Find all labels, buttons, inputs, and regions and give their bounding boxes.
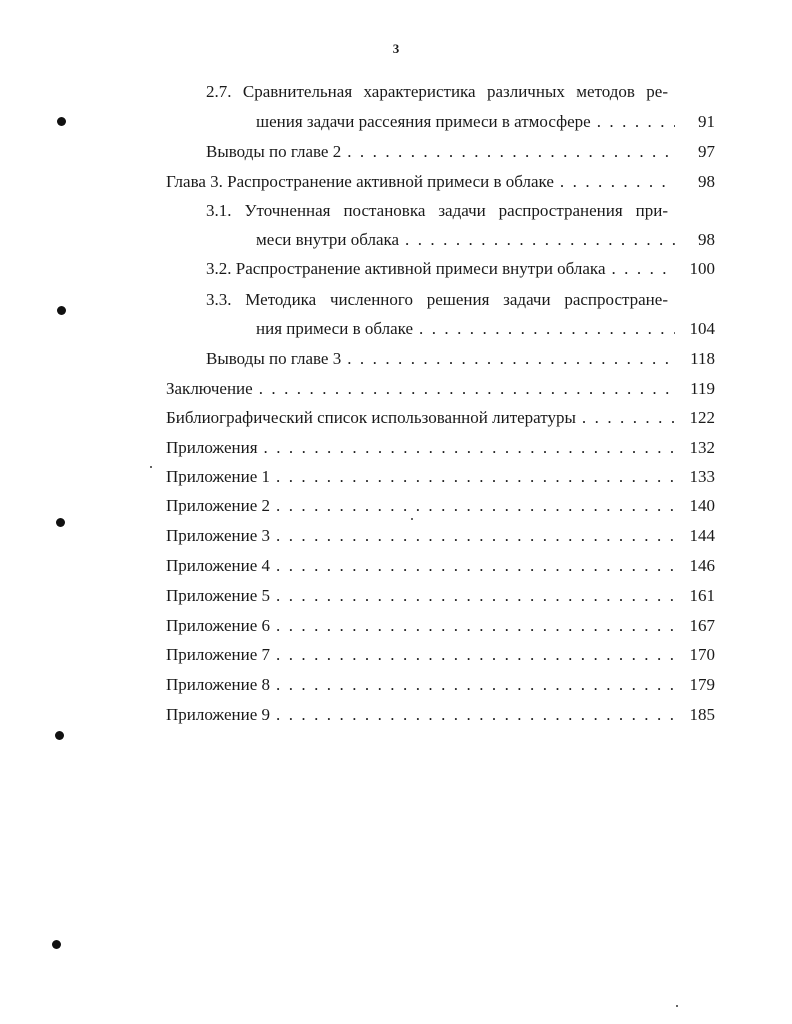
- toc-entry-appendix-9: [166, 705, 715, 725]
- toc-page-number: 140: [689, 496, 715, 515]
- toc-entry-appendix-4: [166, 556, 715, 576]
- toc-entry-text: Приложение 8: [166, 675, 270, 694]
- punch-hole-mark: [52, 940, 61, 949]
- toc-entry-text: ния примеси в облаке: [256, 319, 413, 338]
- toc-entry-conclusions-ch2: [206, 142, 715, 162]
- toc-page-number: 144: [689, 526, 715, 545]
- toc-entry-text: Приложение 2: [166, 496, 270, 515]
- page-number: 3: [392, 41, 400, 56]
- toc-entry-appendices: [166, 438, 715, 458]
- toc-page-number: 104: [689, 319, 715, 338]
- leader-dots: [253, 379, 675, 399]
- toc-entry-text: 3.2. Распространение активной примеси внутри облака: [206, 259, 606, 278]
- toc-entry-text: Приложения: [166, 438, 258, 457]
- toc-entry-text: Выводы по главе 2: [206, 142, 342, 161]
- toc-page-number: 122: [689, 408, 715, 427]
- toc-page-number: 91: [698, 112, 715, 131]
- toc-entry-text: Заключение: [166, 379, 253, 398]
- toc-entry-3-1-line1: 3.1. Уточненная постановка задачи распространения при-: [206, 201, 668, 220]
- leader-dots: [341, 349, 675, 369]
- punch-hole-mark: [55, 731, 64, 740]
- leader-dots: [270, 675, 675, 695]
- toc-entry-3-2: [206, 259, 715, 279]
- toc-page-number: 179: [689, 675, 715, 694]
- toc-page-number: 167: [689, 616, 715, 635]
- toc-page-number: 98: [698, 172, 715, 191]
- toc-entry-text: меси внутри облака: [256, 230, 400, 249]
- leader-dots: [399, 230, 675, 250]
- toc-entry-text: Глава 3. Распространение активной примеси в облаке: [166, 172, 554, 191]
- toc-entry-text: Выводы по главе 3: [206, 349, 342, 368]
- leader-dots: [341, 142, 675, 162]
- toc-page-number: 100: [689, 259, 715, 278]
- toc-entry-conclusion: [166, 379, 715, 399]
- toc-entry-conclusions-ch3: [206, 349, 715, 369]
- leader-dots: [591, 112, 675, 132]
- toc-entry-2-7-line1: 2.7. Сравнительная характеристика различных методов ре-: [206, 82, 668, 101]
- toc-entry-appendix-7: [166, 645, 715, 665]
- toc-page-number: 118: [690, 349, 715, 368]
- scan-speck: [411, 518, 413, 520]
- toc-page-number: 161: [689, 586, 715, 605]
- toc-entry-appendix-5: [166, 586, 715, 606]
- leader-dots: [576, 408, 675, 428]
- scan-speck: [150, 466, 152, 468]
- punch-hole-mark: [56, 518, 65, 527]
- toc-entry-appendix-2: [166, 496, 715, 516]
- punch-hole-mark: [57, 117, 66, 126]
- toc-entry-3-1: [256, 230, 715, 250]
- toc-entry-text: Библиографический список использованной литературы: [166, 408, 576, 427]
- toc-entry-chapter-3: [166, 172, 715, 192]
- toc-entry-3-3-line1: 3.3. Методика численного решения задачи распростране-: [206, 290, 668, 309]
- leader-dots: [270, 616, 675, 636]
- toc-entry-text: Приложение 7: [166, 645, 270, 664]
- scan-speck: [676, 1005, 678, 1007]
- leader-dots: [270, 556, 675, 576]
- leader-dots: [270, 645, 675, 665]
- toc-entry-2-7: [256, 112, 715, 132]
- leader-dots: [270, 496, 675, 516]
- toc-entry-text: Приложение 4: [166, 556, 270, 575]
- toc-entry-appendix-3: [166, 526, 715, 546]
- toc-entry-text: Приложение 5: [166, 586, 270, 605]
- toc-page-number: 98: [698, 230, 715, 249]
- leader-dots: [554, 172, 675, 192]
- toc-entry-text: Приложение 3: [166, 526, 270, 545]
- toc-page-number: 170: [689, 645, 715, 664]
- leader-dots: [270, 467, 675, 487]
- toc-entry-bibliography: [166, 408, 715, 428]
- leader-dots: [270, 705, 675, 725]
- toc-entry-appendix-1: [166, 467, 715, 487]
- toc-entry-text: Приложение 1: [166, 467, 270, 486]
- toc-entry-text: шения задачи рассеяния примеси в атмосфере: [256, 112, 591, 131]
- toc-page-number: 185: [689, 705, 715, 724]
- toc-page-number: 97: [698, 142, 715, 161]
- leader-dots: [270, 586, 675, 606]
- toc-page-number: 133: [689, 467, 715, 486]
- leader-dots: [413, 319, 675, 339]
- toc-entry-3-3: [256, 319, 715, 339]
- toc-page-number: 132: [689, 438, 715, 457]
- leader-dots: [258, 438, 675, 458]
- toc-page-number: 146: [689, 556, 715, 575]
- leader-dots: [270, 526, 675, 546]
- toc-entry-text: Приложение 6: [166, 616, 270, 635]
- leader-dots: [605, 259, 675, 279]
- toc-entry-text: Приложение 9: [166, 705, 270, 724]
- punch-hole-mark: [57, 306, 66, 315]
- toc-entry-appendix-6: [166, 616, 715, 636]
- toc-page-number: 119: [690, 379, 715, 398]
- toc-entry-appendix-8: [166, 675, 715, 695]
